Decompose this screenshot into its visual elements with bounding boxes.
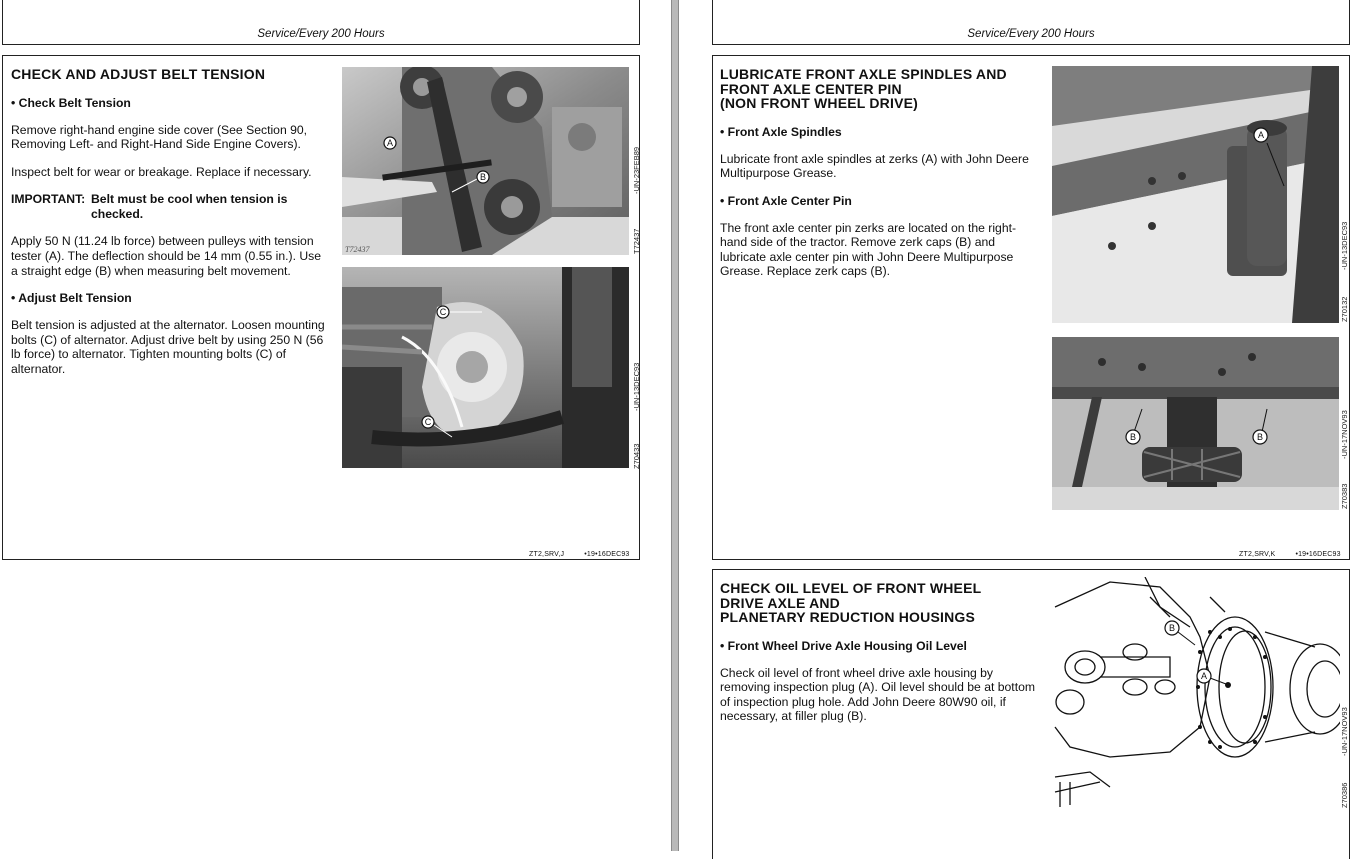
left-page-header: [2, 0, 640, 45]
right-page-header: [712, 0, 1350, 45]
footer-date: •19•16DEC93: [1295, 551, 1341, 558]
right-header-title: Service/Every 200 Hours: [967, 28, 1095, 40]
photo1-date-code: -UN-23FEB89: [632, 146, 641, 194]
photo2-date-code: -UN-13DEC93: [632, 362, 641, 411]
axle-spindle-photo: [1052, 66, 1339, 323]
subheading-adjust-belt: • Adjust Belt Tension: [11, 291, 132, 306]
important-label: IMPORTANT:: [11, 192, 86, 207]
right-section-axle-spindles: [712, 55, 1350, 560]
drawing-date-code: -UN-17NOV93: [1340, 707, 1349, 756]
footer-code: ZT2,SRV,K: [1239, 551, 1276, 558]
photo-inner-code: T72437: [345, 245, 370, 254]
page-divider: [671, 0, 679, 851]
section-title: CHECK OIL LEVEL OF FRONT WHEEL DRIVE AXLE AND PLANETARY REDUCTION HOUSINGS: [720, 580, 982, 625]
photo2-id-code: Z70433: [632, 443, 641, 469]
paragraph: Inspect belt for wear or breakage. Replace if necessary.: [11, 164, 312, 179]
right-text-column-2: [720, 581, 1040, 737]
belt-pulley-photo: [342, 67, 629, 255]
subheading-spindles: • Front Axle Spindles: [720, 124, 842, 139]
right-section-oil-level: [712, 569, 1350, 859]
subheading-check-belt: • Check Belt Tension: [11, 95, 131, 110]
photo3-id-code: Z70132: [1340, 296, 1349, 322]
svg-text:B: B: [1168, 623, 1176, 633]
paragraph: Check oil level of front wheel drive axle housing by removing inspection plug (A). Oil level should be at bottom of inspection plug hole. Add John Deere 80W90 oil, if necessary, at filler plug (B).: [720, 665, 1036, 724]
important-note: [11, 192, 329, 221]
callout-a: [384, 137, 396, 149]
left-header-title: Service/Every 200 Hours: [257, 28, 385, 40]
subheading-center-pin: • Front Axle Center Pin: [720, 193, 852, 208]
paragraph: Apply 50 N (11.24 lb force) between pulleys with tension tester (A). The deflection should be 14 mm (0.55 in.). Use a straight edge (B) when measuring belt movement.: [11, 234, 322, 278]
left-footer: [529, 551, 630, 558]
right-footer: [1239, 551, 1341, 558]
section-title: LUBRICATE FRONT AXLE SPINDLES AND FRONT AXLE CENTER PIN (NON FRONT WHEEL DRIVE): [720, 66, 1007, 111]
svg-text:B: B: [479, 172, 487, 182]
footer-date: •19•16DEC93: [584, 551, 630, 558]
svg-text:A: A: [1200, 671, 1208, 681]
footer-code: ZT2,SRV,J: [529, 551, 565, 558]
svg-text:C: C: [424, 417, 432, 427]
section-title: CHECK AND ADJUST BELT TENSION: [11, 66, 266, 82]
paragraph: Remove right-hand engine side cover (See Section 90, Removing Left- and Right-Hand Side Engine Covers).: [11, 122, 308, 152]
left-section-belt-tension: [2, 55, 640, 560]
right-text-column-1: [720, 67, 1040, 292]
svg-text:A: A: [386, 138, 394, 148]
svg-text:C: C: [439, 307, 447, 317]
photo3-date-code: -UN-13DEC93: [1340, 221, 1349, 270]
axle-housing-drawing: [1050, 577, 1340, 812]
alternator-photo: [342, 267, 629, 468]
drawing-id-code: Z70386: [1340, 782, 1349, 808]
svg-text:A: A: [1257, 130, 1265, 140]
paragraph: Belt tension is adjusted at the alternator. Loosen mounting bolts (C) of alternator. Adjust drive belt by using 250 N (56 lb force) to alternator. Tighten mounting bolts (C) of alternator.: [11, 318, 325, 377]
svg-text:B: B: [1256, 432, 1264, 442]
subheading-oil-level: • Front Wheel Drive Axle Housing Oil Level: [720, 638, 967, 653]
paragraph: Lubricate front axle spindles at zerks (A) with John Deere Multipurpose Grease.: [720, 151, 1029, 181]
center-pin-photo: [1052, 337, 1339, 510]
paragraph: The front axle center pin zerks are located on the right-hand side of the tractor. Remove zerk caps (B) and lubricate axle center pin with John Deere Multipurpose Grease. Replace zerk caps (B).: [720, 220, 1017, 279]
photo1-id-code: T72437: [632, 228, 641, 254]
important-text: Belt must be cool when tension is checked.: [91, 192, 288, 221]
photo4-date-code: -UN-17NOV93: [1340, 410, 1349, 459]
svg-text:B: B: [1129, 432, 1137, 442]
left-text-column: [11, 67, 329, 390]
photo4-id-code: Z70383: [1340, 483, 1349, 509]
